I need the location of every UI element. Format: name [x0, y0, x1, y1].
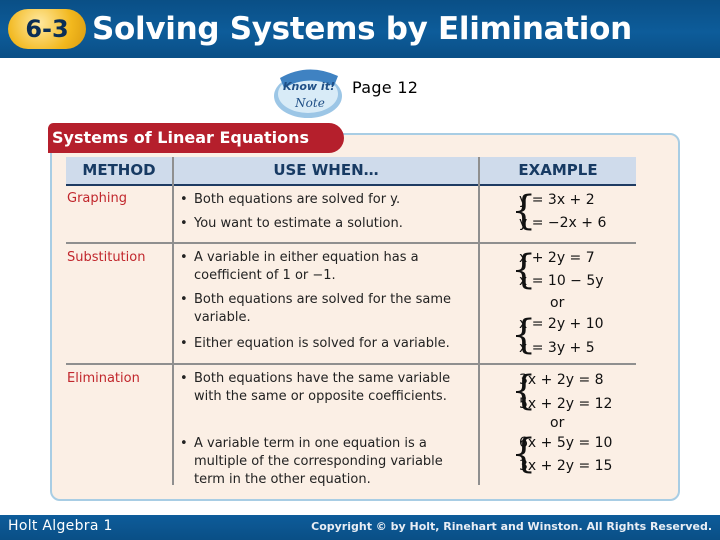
list-item: • Both equations are solved for y. [180, 192, 401, 207]
or-label: or [550, 415, 565, 431]
page-title: Solving Systems by Elimination [92, 11, 632, 47]
note-label: Note [295, 96, 325, 110]
list-item: • Either equation is solved for a variable. [180, 336, 450, 351]
header-rule [66, 184, 636, 186]
footer-copyright: Copyright © by Holt, Rinehart and Winston. All Rights Reserved. [311, 520, 712, 533]
know-it-label: Know it! [283, 80, 335, 93]
list-item: • Both equations are solved for the same variable. [180, 292, 452, 325]
column-header-method: METHOD [66, 157, 172, 184]
method-elimination: Elimination [67, 371, 140, 386]
method-substitution: Substitution [67, 250, 146, 265]
title-bar [0, 0, 720, 58]
list-item: • Both equations have the same variable with the same or opposite coefficients. [180, 371, 451, 404]
row-divider [66, 242, 636, 244]
column-header-use-when: USE WHEN… [174, 157, 478, 184]
know-it-note-icon [272, 66, 346, 122]
page-reference: Page 12 [352, 78, 419, 97]
list-item: • A variable term in one equation is a multiple of the corresponding variable term in the other equation. [180, 436, 443, 487]
column-divider [478, 157, 480, 485]
column-header-example: EXAMPLE [480, 157, 636, 184]
or-label: or [550, 295, 565, 311]
table-title: Systems of Linear Equations [48, 123, 344, 153]
list-item: • You want to estimate a solution. [180, 216, 403, 231]
list-item: • A variable in either equation has a coefficient of 1 or −1. [180, 250, 419, 283]
lesson-badge: 6-3 [8, 9, 86, 49]
row-divider [66, 363, 636, 365]
method-graphing: Graphing [67, 191, 127, 206]
footer-course: Holt Algebra 1 [8, 518, 113, 534]
footer-bar [0, 515, 720, 540]
column-divider [172, 157, 174, 485]
